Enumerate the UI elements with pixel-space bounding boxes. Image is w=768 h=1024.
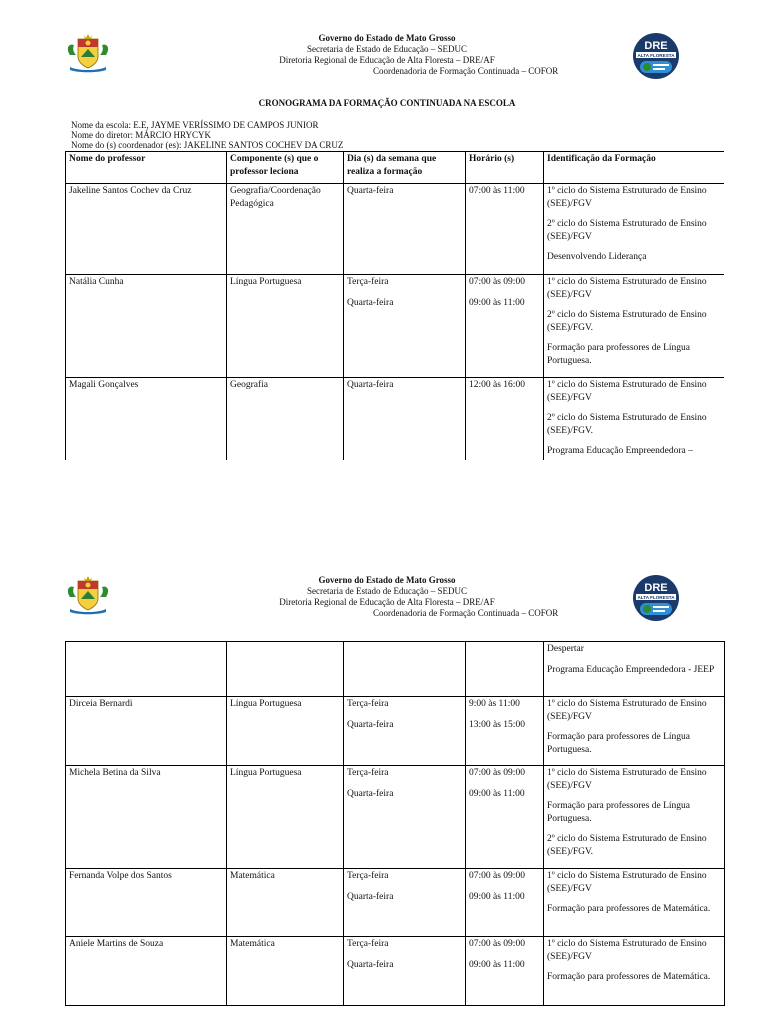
time: 13:00 às 15:00 [469,719,525,730]
identification-item: Formação para professores de Língua Portuguesa. [547,801,690,824]
svg-text:DRE: DRE [644,40,668,52]
page2-header [0,575,768,625]
day: Terça-feira [347,939,389,949]
table-row [66,869,725,937]
time: 09:00 às 11:00 [469,959,525,970]
days-cell [344,275,466,378]
header-teacher: Nome do professor [66,152,227,184]
table-row [66,275,725,378]
identification-item: 1º ciclo do Sistema Estruturado de Ensino (SEE)/FGV [547,871,707,894]
svg-text:DRE: DRE [644,582,668,594]
identification-item: Despertar [547,644,584,654]
header-line-1: Governo do Estado de Mato Grosso [318,33,456,43]
identification-item: Formação para professores de Matemática. [547,972,711,982]
identification-cell [544,697,725,766]
component: Matemática [227,937,344,1006]
identification-item: 2º ciclo do Sistema Estruturado de Ensino (SEE)/FGV [547,219,707,242]
times-cell [466,275,544,378]
day: Terça-feira [347,699,389,709]
table-header-row [66,152,725,184]
time: 09:00 às 11:00 [469,891,525,902]
time: 09:00 às 11:00 [469,297,525,308]
identification-item: Formação para professores de Língua Portuguesa. [547,732,690,755]
day: Quarta-feira [347,891,394,902]
page1-header [0,33,768,83]
day: Quarta-feira [347,297,394,308]
component: Língua Portuguesa [227,697,344,766]
header-identification: Identificação da Formação [544,152,725,184]
identification-cell [544,378,725,461]
time: 9:00 às 11:00 [469,699,520,709]
dre-logo-icon [630,575,682,621]
times-cell [466,184,544,275]
days-cell [344,378,466,461]
time: 09:00 às 11:00 [469,788,525,799]
day: Terça-feira [347,277,389,287]
identification-item: Programa Educação Empreendedora - JEEP [547,664,715,675]
coordinator-name: Nome do (s) coordenador (es): JAKELINE SANTOS COCHEV DA CRUZ [71,140,344,150]
day: Quarta-feira [347,186,394,196]
header-line-4: Coordenadoria de Formação Continuada – COFOR [373,608,559,618]
component: Geografia/Coordenação Pedagógica [227,184,344,275]
header-component: Componente (s) que o professor leciona [227,152,344,184]
teacher-name [66,642,227,697]
time: 07:00 às 09:00 [469,277,525,287]
day: Quarta-feira [347,788,394,799]
component: Língua Portuguesa [227,766,344,869]
table-row [66,184,725,275]
times-cell [466,766,544,869]
identification-item: 2º ciclo do Sistema Estruturado de Ensino (SEE)/FGV. [547,310,707,333]
day: Terça-feira [347,871,389,881]
identification-cell [544,869,725,937]
header-line-2: Secretaria de Estado de Educação – SEDUC [307,586,467,596]
document-title: CRONOGRAMA DA FORMAÇÃO CONTINUADA NA ESCOLA [258,98,516,108]
schedule-table-page2 [65,641,725,1006]
teacher-name: Aniele Martins de Souza [66,937,227,1006]
header-line-3: Diretoria Regional de Educação de Alta Floresta – DRE/AF [279,55,495,65]
component: Geografia [227,378,344,461]
days-cell [344,869,466,937]
header-times: Horário (s) [466,152,544,184]
teacher-name: Michela Betina da Silva [66,766,227,869]
day: Quarta-feira [347,719,394,730]
days-cell [344,642,466,697]
teacher-name: Natália Cunha [66,275,227,378]
identification-cell [544,642,725,697]
time: 07:00 às 09:00 [469,768,525,778]
days-cell [344,766,466,869]
identification-item: 2º ciclo do Sistema Estruturado de Ensino (SEE)/FGV. [547,834,707,857]
teacher-name: Magali Gonçalves [66,378,227,461]
header-line-2: Secretaria de Estado de Educação – SEDUC [307,44,467,54]
identification-item: 2º ciclo do Sistema Estruturado de Ensino (SEE)/FGV. [547,413,707,436]
component: Matemática [227,869,344,937]
days-cell [344,184,466,275]
dre-logo-icon [630,33,682,79]
times-cell [466,937,544,1006]
identification-item: 1º ciclo do Sistema Estruturado de Ensino (SEE)/FGV [547,277,707,300]
page1-table-wrapper [65,151,724,460]
teacher-name: Jakeline Santos Cochev da Cruz [66,184,227,275]
table-row [66,642,725,697]
identification-item: Programa Educação Empreendedora – [547,446,693,456]
times-cell [466,642,544,697]
component [227,642,344,697]
day: Terça-feira [347,768,389,778]
header-days: Dia (s) da semana que realiza a formação [344,152,466,184]
svg-text:ALTA FLORESTA: ALTA FLORESTA [637,595,675,600]
days-cell [344,697,466,766]
identification-cell [544,937,725,1006]
table-row [66,697,725,766]
component: Língua Portuguesa [227,275,344,378]
schedule-table-page1 [65,151,724,460]
day: Quarta-feira [347,959,394,970]
director-name: Nome do diretor: MÁRCIO HRYCYK [71,130,211,140]
times-cell [466,378,544,461]
table-row [66,937,725,1006]
table-row [66,766,725,869]
identification-item: Formação para professores de Língua Portuguesa. [547,343,690,366]
table-row [66,378,725,461]
header-line-1: Governo do Estado de Mato Grosso [318,575,456,585]
identification-cell [544,184,725,275]
svg-text:ALTA FLORESTA: ALTA FLORESTA [637,53,675,58]
identification-cell [544,766,725,869]
teacher-name: Dirceia Bernardi [66,697,227,766]
times-cell [466,869,544,937]
teacher-name: Fernanda Volpe dos Santos [66,869,227,937]
school-name: Nome da escola: E.E, JAYME VERÍSSIMO DE CAMPOS JUNIOR [71,120,319,130]
identification-item: 1º ciclo do Sistema Estruturado de Ensino (SEE)/FGV [547,768,707,791]
identification-item: Formação para professores de Matemática. [547,904,711,914]
header-line-3: Diretoria Regional de Educação de Alta Floresta – DRE/AF [279,597,495,607]
day: Quarta-feira [347,380,394,390]
header-line-4: Coordenadoria de Formação Continuada – COFOR [373,66,559,76]
identification-cell [544,275,725,378]
identification-item: 1º ciclo do Sistema Estruturado de Ensino (SEE)/FGV [547,186,707,209]
time: 12:00 às 16:00 [469,380,525,390]
time: 07:00 às 09:00 [469,871,525,881]
times-cell [466,697,544,766]
identification-item: 1º ciclo do Sistema Estruturado de Ensino (SEE)/FGV [547,939,707,962]
identification-item: 1º ciclo do Sistema Estruturado de Ensino (SEE)/FGV [547,699,707,722]
days-cell [344,937,466,1006]
time: 07:00 às 11:00 [469,186,525,196]
identification-item: 1º ciclo do Sistema Estruturado de Ensino (SEE)/FGV [547,380,707,403]
identification-item: Desenvolvendo Liderança [547,252,647,262]
time: 07:00 às 09:00 [469,939,525,949]
